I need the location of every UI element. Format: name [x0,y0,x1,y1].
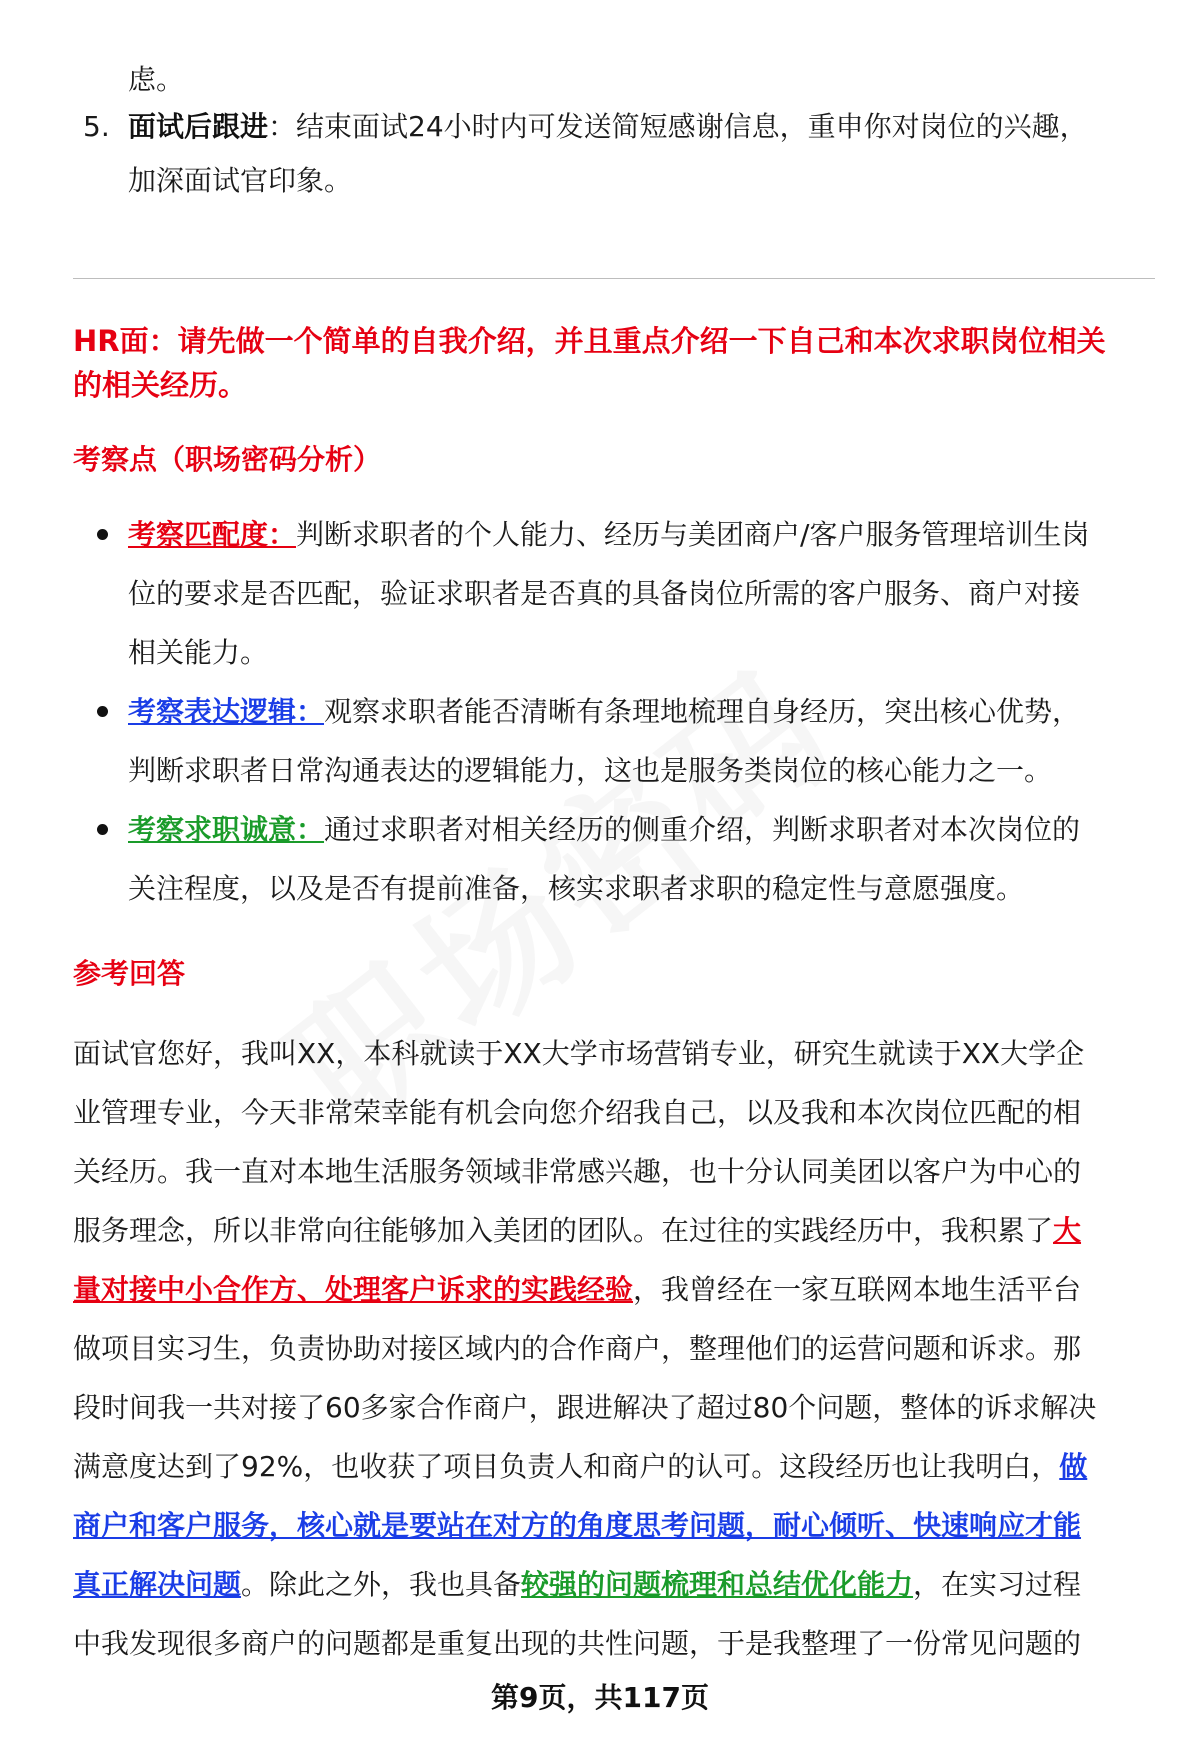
point-2 [73,682,1155,741]
list-item-5-cont [73,151,1155,210]
answer-line: 做项目实习生，负责协助对接区域内的合作商户，整理他们的运营问题和诉求。那 [73,1332,1082,1365]
answer-highlight-blue: 做 [1059,1450,1088,1483]
point-2-text-2: 判断求职者日常沟通表达的逻辑能力，这也是服务类岗位的核心能力之一。 [128,754,1053,787]
list-item-text-2: 加深面试官印象。 [128,164,353,197]
list-number: 5. [83,110,110,143]
point-1 [73,505,1155,564]
point-3-text-2: 关注程度，以及是否有提前准备，核实求职者求职的稳定性与意愿强度。 [128,872,1025,905]
answer-text: 满意度达到了92%，也收获了项目负责人和商户的认可。这段经历也让我明白， [73,1450,1060,1483]
list-item-title: 面试后跟进 [128,110,269,143]
point-3-text: 通过求职者对相关经历的侧重介绍，判断求职者对本次岗位的 [324,813,1081,846]
point-3-label: 考察求职诚意： [128,813,325,846]
answer-line: 业管理专业，今天非常荣幸能有机会向您介绍我自己，以及我和本次岗位匹配的相 [73,1096,1082,1129]
continuation-text: 虑。 [128,63,185,96]
answer-text: 服务理念，所以非常向往能够加入美团的团队。在过往的实践经历中，我积累了 [73,1214,1054,1247]
point-1-line-3 [73,623,1155,682]
answer-line [73,1555,1155,1614]
answer-line [73,1201,1155,1260]
answer-line: 段时间我一共对接了60多家合作商户，跟进解决了超过80个问题，整体的诉求解决 [73,1391,1097,1424]
answer-line: 面试官您好，我叫XX，本科就读于XX大学市场营销专业，研究生就读于XX大学企 [73,1037,1085,1070]
answer-highlight-red: 量对接中小合作方、处理客户诉求的实践经验 [73,1273,634,1306]
point-1-line-2 [73,564,1155,623]
answer-highlight-red: 大 [1053,1214,1082,1247]
question-line-1: HR面：请先做一个简单的自我介绍，并且重点介绍一下自己和本次求职岗位相关 [73,324,1106,358]
page-footer: 第9页，共117页 [491,1681,709,1714]
answer-heading: 参考回答 [73,957,186,990]
point-2-line-2 [73,741,1155,800]
point-1-text-2: 位的要求是否匹配，验证求职者是否真的具备岗位所需的客户服务、商户对接 [128,577,1081,610]
question-line-2: 的相关经历。 [73,368,248,402]
answer-line: 中我发现很多商户的问题都是重复出现的共性问题，于是我整理了一份常见问题的 [73,1627,1082,1660]
point-3-line-2 [73,859,1155,918]
answer-text: ，我曾经在一家互联网本地生活平台 [633,1273,1082,1306]
answer-highlight-blue: 真正解决问题 [73,1568,242,1601]
point-2-text: 观察求职者能否清晰有条理地梳理自身经历，突出核心优势， [324,695,1081,728]
divider [73,278,1155,279]
point-2-label: 考察表达逻辑： [128,695,325,728]
answer-highlight-blue: 商户和客户服务，核心就是要站在对方的角度思考问题，耐心倾听、快速响应才能 [73,1509,1082,1542]
answer-text: ，在实习过程 [913,1568,1082,1601]
answer-text: 。除此之外，我也具备 [241,1568,522,1601]
point-3 [73,800,1155,859]
answer-line: 关经历。我一直对本地生活服务领域非常感兴趣，也十分认同美团以客户为中心的 [73,1155,1082,1188]
list-item-5 [73,97,1155,156]
list-item-text: ：结束面试24小时内可发送简短感谢信息，重申你对岗位的兴趣， [268,110,1088,143]
points-heading: 考察点（职场密码分析） [73,443,382,476]
point-1-label: 考察匹配度： [128,518,297,551]
point-1-text-3: 相关能力。 [128,636,269,669]
answer-line [73,1437,1155,1496]
answer-line [73,1260,1155,1319]
answer-highlight-green: 较强的问题梳理和总结优化能力 [521,1568,914,1601]
point-1-text: 判断求职者的个人能力、经历与美团商户/客户服务管理培训生岗 [296,518,1090,551]
answer-line [73,1496,1155,1555]
